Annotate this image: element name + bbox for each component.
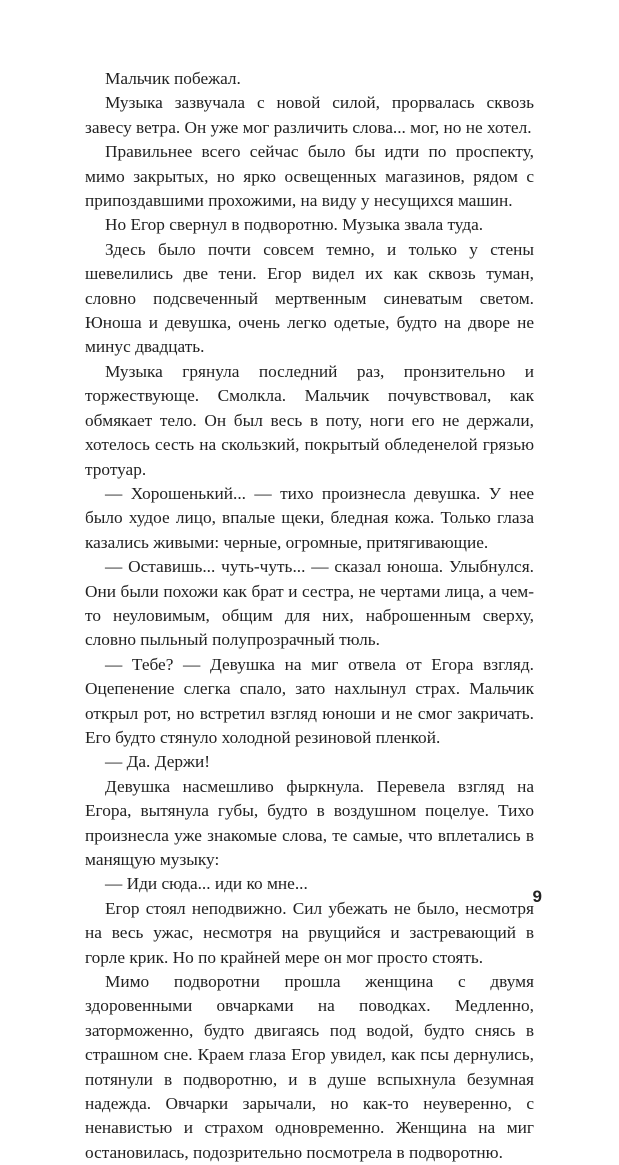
paragraph: Егор стоял неподвижно. Сил убежать не было, несмотря на весь ужас, несмотря на рвущийся и застревающий в горле крик. Но по крайней мере он мог просто стоять. — [85, 898, 534, 967]
paragraph: — Иди сюда... иди ко мне... — [105, 874, 308, 894]
paragraph: — Да. Держи! — [105, 752, 210, 772]
paragraph: — Оставишь... чуть-чуть... — сказал юноша. Улыбнулся. Они были похожи как брат и сестра, не чертами лица, а чем-то неуловимым, общим для них, наброшенным сверху, словно пыльный полупрозрачный тюль. — [85, 557, 534, 650]
paragraph: Здесь было почти совсем темно, и только у стены шевелились две тени. Егор видел их как сквозь туман, словно подсвеченный мертвенным синеватым светом. Юноша и девушка, очень легко одетые, будто на дворе не минус двадцать. — [85, 239, 534, 357]
paragraph: Мальчик побежал. — [105, 69, 241, 88]
paragraph: — Тебе? — Девушка на миг отвела от Егора взгляд. Оцепенение слегка спало, зато нахлынул страх. Мальчик открыл рот, но встретил взгляд юноши и не смог закричать. Его будто стянуло холодной резиновой пленкой. — [85, 654, 534, 747]
paragraph: Мимо подворотни прошла женщина с двумя здоровенными овчарками на поводках. Медленно, заторможенно, будто двигаясь под водой, будто снясь в страшном сне. Краем глаза Егор увидел, как псы дернулись, потянули в подворотню, и в душе вспыхнула безумная надежда. Овчарки зарычали, но как-то неуверенно, с ненавистью и страхом одновременно. Женщина на миг остановилась, подозрительно посмотрела в подворотню. — [85, 972, 534, 1162]
paragraph: Музыка зазвучала с новой силой, прорвалась сквозь завесу ветра. Он уже мог различить слова... мог, но не хотел. — [85, 93, 534, 137]
paragraph: — Хорошенький... — тихо произнесла девушка. У нее было худое лицо, впалые щеки, бледная кожа. Только глаза казались живыми: черные, огромные, притягивающие. — [85, 483, 534, 552]
paragraph: Музыка грянула последний раз, пронзительно и торжествующе. Смолкла. Мальчик почувствовал, как обмякает тело. Он был весь в поту, ноги его не держали, хотелось сесть на скользкий, покрытый обледенелой грязью тротуар. — [85, 361, 534, 479]
paragraph: Правильнее всего сейчас было бы идти по проспекту, мимо закрытых, но ярко освещенных магазинов, рядом с припоздавшими прохожими, на виду у несущихся машин. — [85, 142, 534, 211]
paragraph: Девушка насмешливо фыркнула. Перевела взгляд на Егора, вытянула губы, будто в воздушном поцелуе. Тихо произнесла уже знакомые слова, те самые, что вплетались в манящую музыку: — [85, 776, 534, 869]
body-text — [85, 67, 534, 1165]
paragraph: Но Егор свернул в подворотню. Музыка звала туда. — [105, 215, 484, 235]
page-number: 9 — [532, 887, 542, 906]
